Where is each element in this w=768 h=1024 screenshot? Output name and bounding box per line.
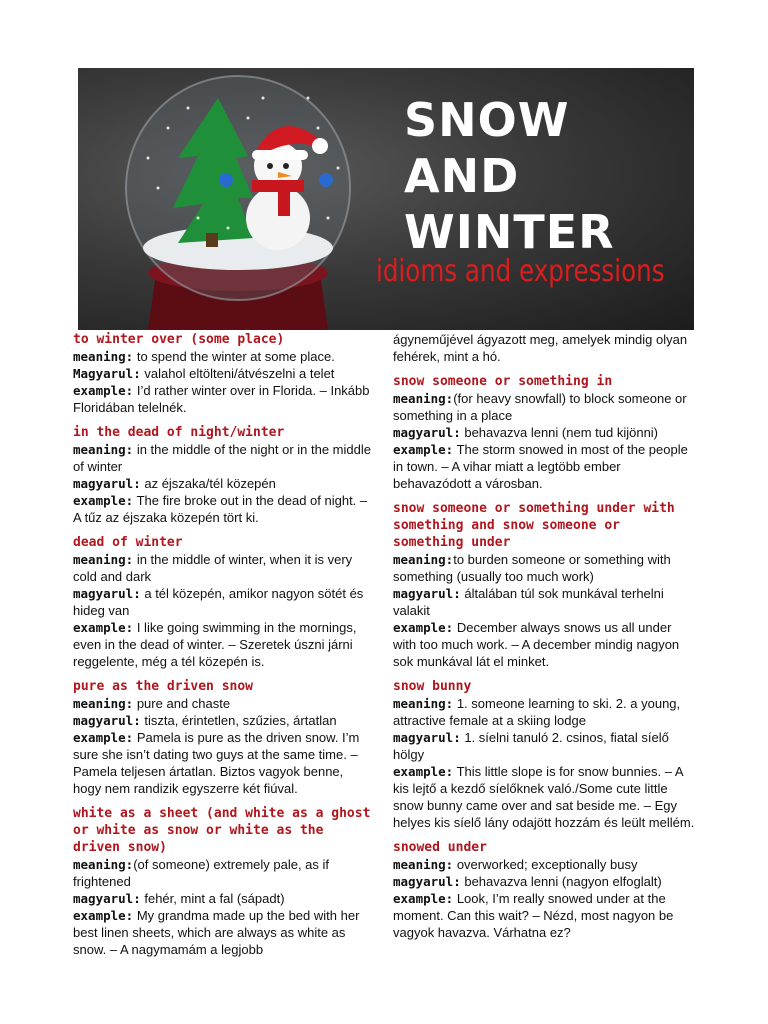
magyarul-text: az éjszaka/tél közepén: [140, 476, 276, 491]
magyarul-line: [73, 365, 373, 382]
example-text: I like going swimming in the mornings, even in the dead of winter. – Szeretek úszni járni reggelente, még a tél közepén is.: [73, 620, 357, 669]
meaning-line: [73, 348, 373, 365]
idiom-entry: [73, 331, 373, 416]
idiom-entry: [393, 678, 698, 831]
example-label: example:: [73, 730, 134, 745]
meaning-text: to spend the winter at some place.: [133, 349, 335, 364]
example-line: [73, 907, 373, 958]
magyarul-text: általában túl sok munkával terhelni valakit: [393, 586, 664, 618]
magyarul-text: tiszta, érintetlen, szűzies, ártatlan: [140, 713, 337, 728]
meaning-label: meaning:: [393, 391, 454, 406]
magyarul-label: magyarul:: [73, 476, 141, 491]
idiom-term: white as a sheet (and white as a ghost or white as snow or white as the driven snow): [73, 806, 371, 855]
example-text: I’d rather winter over in Florida. – Inkább Floridában telelnék.: [73, 383, 370, 415]
idiom-term: snow someone or something in: [393, 374, 613, 389]
banner-subtitle: idioms and expressions: [376, 254, 665, 289]
meaning-line: [393, 390, 698, 424]
example-label: example:: [393, 442, 454, 457]
meaning-line: [73, 441, 373, 475]
banner-title-line: AND: [404, 149, 520, 203]
meaning-label: meaning:: [73, 857, 134, 872]
meaning-line: [73, 551, 373, 585]
magyarul-label: magyarul:: [393, 425, 461, 440]
meaning-label: meaning:: [73, 349, 134, 364]
meaning-text: in the middle of the night or in the middle of winter: [73, 442, 371, 474]
meaning-label: meaning:: [393, 696, 454, 711]
example-line: [393, 763, 698, 831]
magyarul-line: [73, 475, 373, 492]
meaning-line: [393, 695, 698, 729]
meaning-text: (of someone) extremely pale, as if frightened: [73, 857, 330, 889]
meaning-text: (for heavy snowfall) to block someone or something in a place: [393, 391, 687, 423]
example-text: The storm snowed in most of the people in town. – A vihar miatt a legtöbb ember behavazódott a városban.: [393, 442, 688, 491]
example-line: [393, 890, 698, 941]
meaning-label: meaning:: [393, 857, 454, 872]
magyarul-label: magyarul:: [73, 713, 141, 728]
example-text: December always snows us all under with too much work. – A december mindig nagyon sok munkával lát el minket.: [393, 620, 680, 669]
idiom-entry: [393, 373, 698, 492]
banner-title-line: WINTER: [404, 205, 615, 259]
magyarul-line: [393, 424, 698, 441]
example-line: [393, 441, 698, 492]
example-text: Look, I’m really snowed under at the moment. Can this wait? – Nézd, most nagyon be vagyok havazva. Várhatna ez?: [393, 891, 674, 940]
idiom-entry: [73, 678, 373, 797]
banner-title-line: SNOW: [404, 93, 570, 147]
idiom-term: snowed under: [393, 840, 487, 855]
magyarul-line: [73, 890, 373, 907]
example-line: [73, 382, 373, 416]
meaning-text: to burden someone or something with something (usually too much work): [393, 552, 671, 584]
example-line: [393, 619, 698, 670]
idiom-term: pure as the driven snow: [73, 679, 254, 694]
meaning-label: meaning:: [73, 552, 134, 567]
magyarul-line: [73, 712, 373, 729]
example-label: example:: [73, 908, 134, 923]
idiom-term: in the dead of night/winter: [73, 425, 285, 440]
magyarul-text: 1. síelni tanuló 2. csinos, fiatal síelő hölgy: [393, 730, 669, 762]
example-label: example:: [393, 764, 454, 779]
meaning-text: in the middle of winter, when it is very cold and dark: [73, 552, 353, 584]
magyarul-label: magyarul:: [393, 874, 461, 889]
example-label: example:: [393, 891, 454, 906]
example-line: [73, 729, 373, 797]
idiom-term: to winter over (some place): [73, 332, 285, 347]
idiom-entry: [393, 500, 698, 670]
magyarul-label: magyarul:: [393, 586, 461, 601]
idiom-term: snow someone or something under with something and snow someone or something under: [393, 501, 675, 550]
magyarul-line: [393, 729, 698, 763]
example-label: example:: [73, 620, 134, 635]
idiom-entry: [73, 534, 373, 670]
banner-image: [78, 68, 694, 330]
magyarul-line: [393, 585, 698, 619]
meaning-text: pure and chaste: [133, 696, 231, 711]
magyarul-label: magyarul:: [73, 586, 141, 601]
magyarul-text: behavazva lenni (nagyon elfoglalt): [460, 874, 662, 889]
meaning-label: meaning:: [73, 696, 134, 711]
example-text: The fire broke out in the dead of night. – A tűz az éjszaka közepén tört ki.: [73, 493, 368, 525]
banner-title: [404, 92, 615, 260]
left-column: [73, 331, 373, 966]
idiom-term: snow bunny: [393, 679, 472, 694]
example-text: My grandma made up the bed with her best linen sheets, which are always as white as snow. – A nagymamám a legjobb: [73, 908, 360, 957]
meaning-label: meaning:: [393, 552, 454, 567]
meaning-line: [73, 856, 373, 890]
magyarul-text: valahol eltölteni/átvészelni a telet: [140, 366, 335, 381]
continuation-text: ágyneműjével ágyazott meg, amelyek mindig olyan fehérek, mint a hó.: [393, 332, 688, 364]
meaning-line: [393, 551, 698, 585]
idiom-entry: [73, 424, 373, 526]
magyarul-line: [73, 585, 373, 619]
example-text: This little slope is for snow bunnies. – A kis lejtő a kezdő síelőknek való./Some cute little snow bunny came over and sat beside me. – Egy helyes kis síelő lány odajött hozzám és leült mellém.: [393, 764, 695, 830]
magyarul-text: behavazva lenni (nem tud kijönni): [460, 425, 659, 440]
meaning-line: [393, 856, 698, 873]
magyarul-label: magyarul:: [73, 891, 141, 906]
right-column: [393, 331, 698, 949]
example-line: [73, 619, 373, 670]
magyarul-line: [393, 873, 698, 890]
meaning-label: meaning:: [73, 442, 134, 457]
meaning-text: 1. someone learning to ski. 2. a young, attractive female at a skiing lodge: [393, 696, 681, 728]
idiom-entry: [393, 839, 698, 941]
magyarul-label: magyarul:: [393, 730, 461, 745]
example-line: [73, 492, 373, 526]
example-text: Pamela is pure as the driven snow. I’m sure she isn’t dating two guys at the same time. – Pamela teljesen ártatlan. Biztos vagyok benne, hogy nem randizik egyszerre két fiúval.: [73, 730, 360, 796]
example-label: example:: [73, 383, 134, 398]
magyarul-text: a tél közepén, amikor nagyon sötét és hideg van: [73, 586, 364, 618]
example-label: example:: [393, 620, 454, 635]
magyarul-text: fehér, mint a fal (sápadt): [140, 891, 285, 906]
idiom-entry: [73, 805, 373, 958]
example-label: example:: [73, 493, 134, 508]
meaning-line: [73, 695, 373, 712]
meaning-text: overworked; exceptionally busy: [453, 857, 638, 872]
magyarul-label: Magyarul:: [73, 366, 141, 381]
idiom-term: dead of winter: [73, 535, 183, 550]
